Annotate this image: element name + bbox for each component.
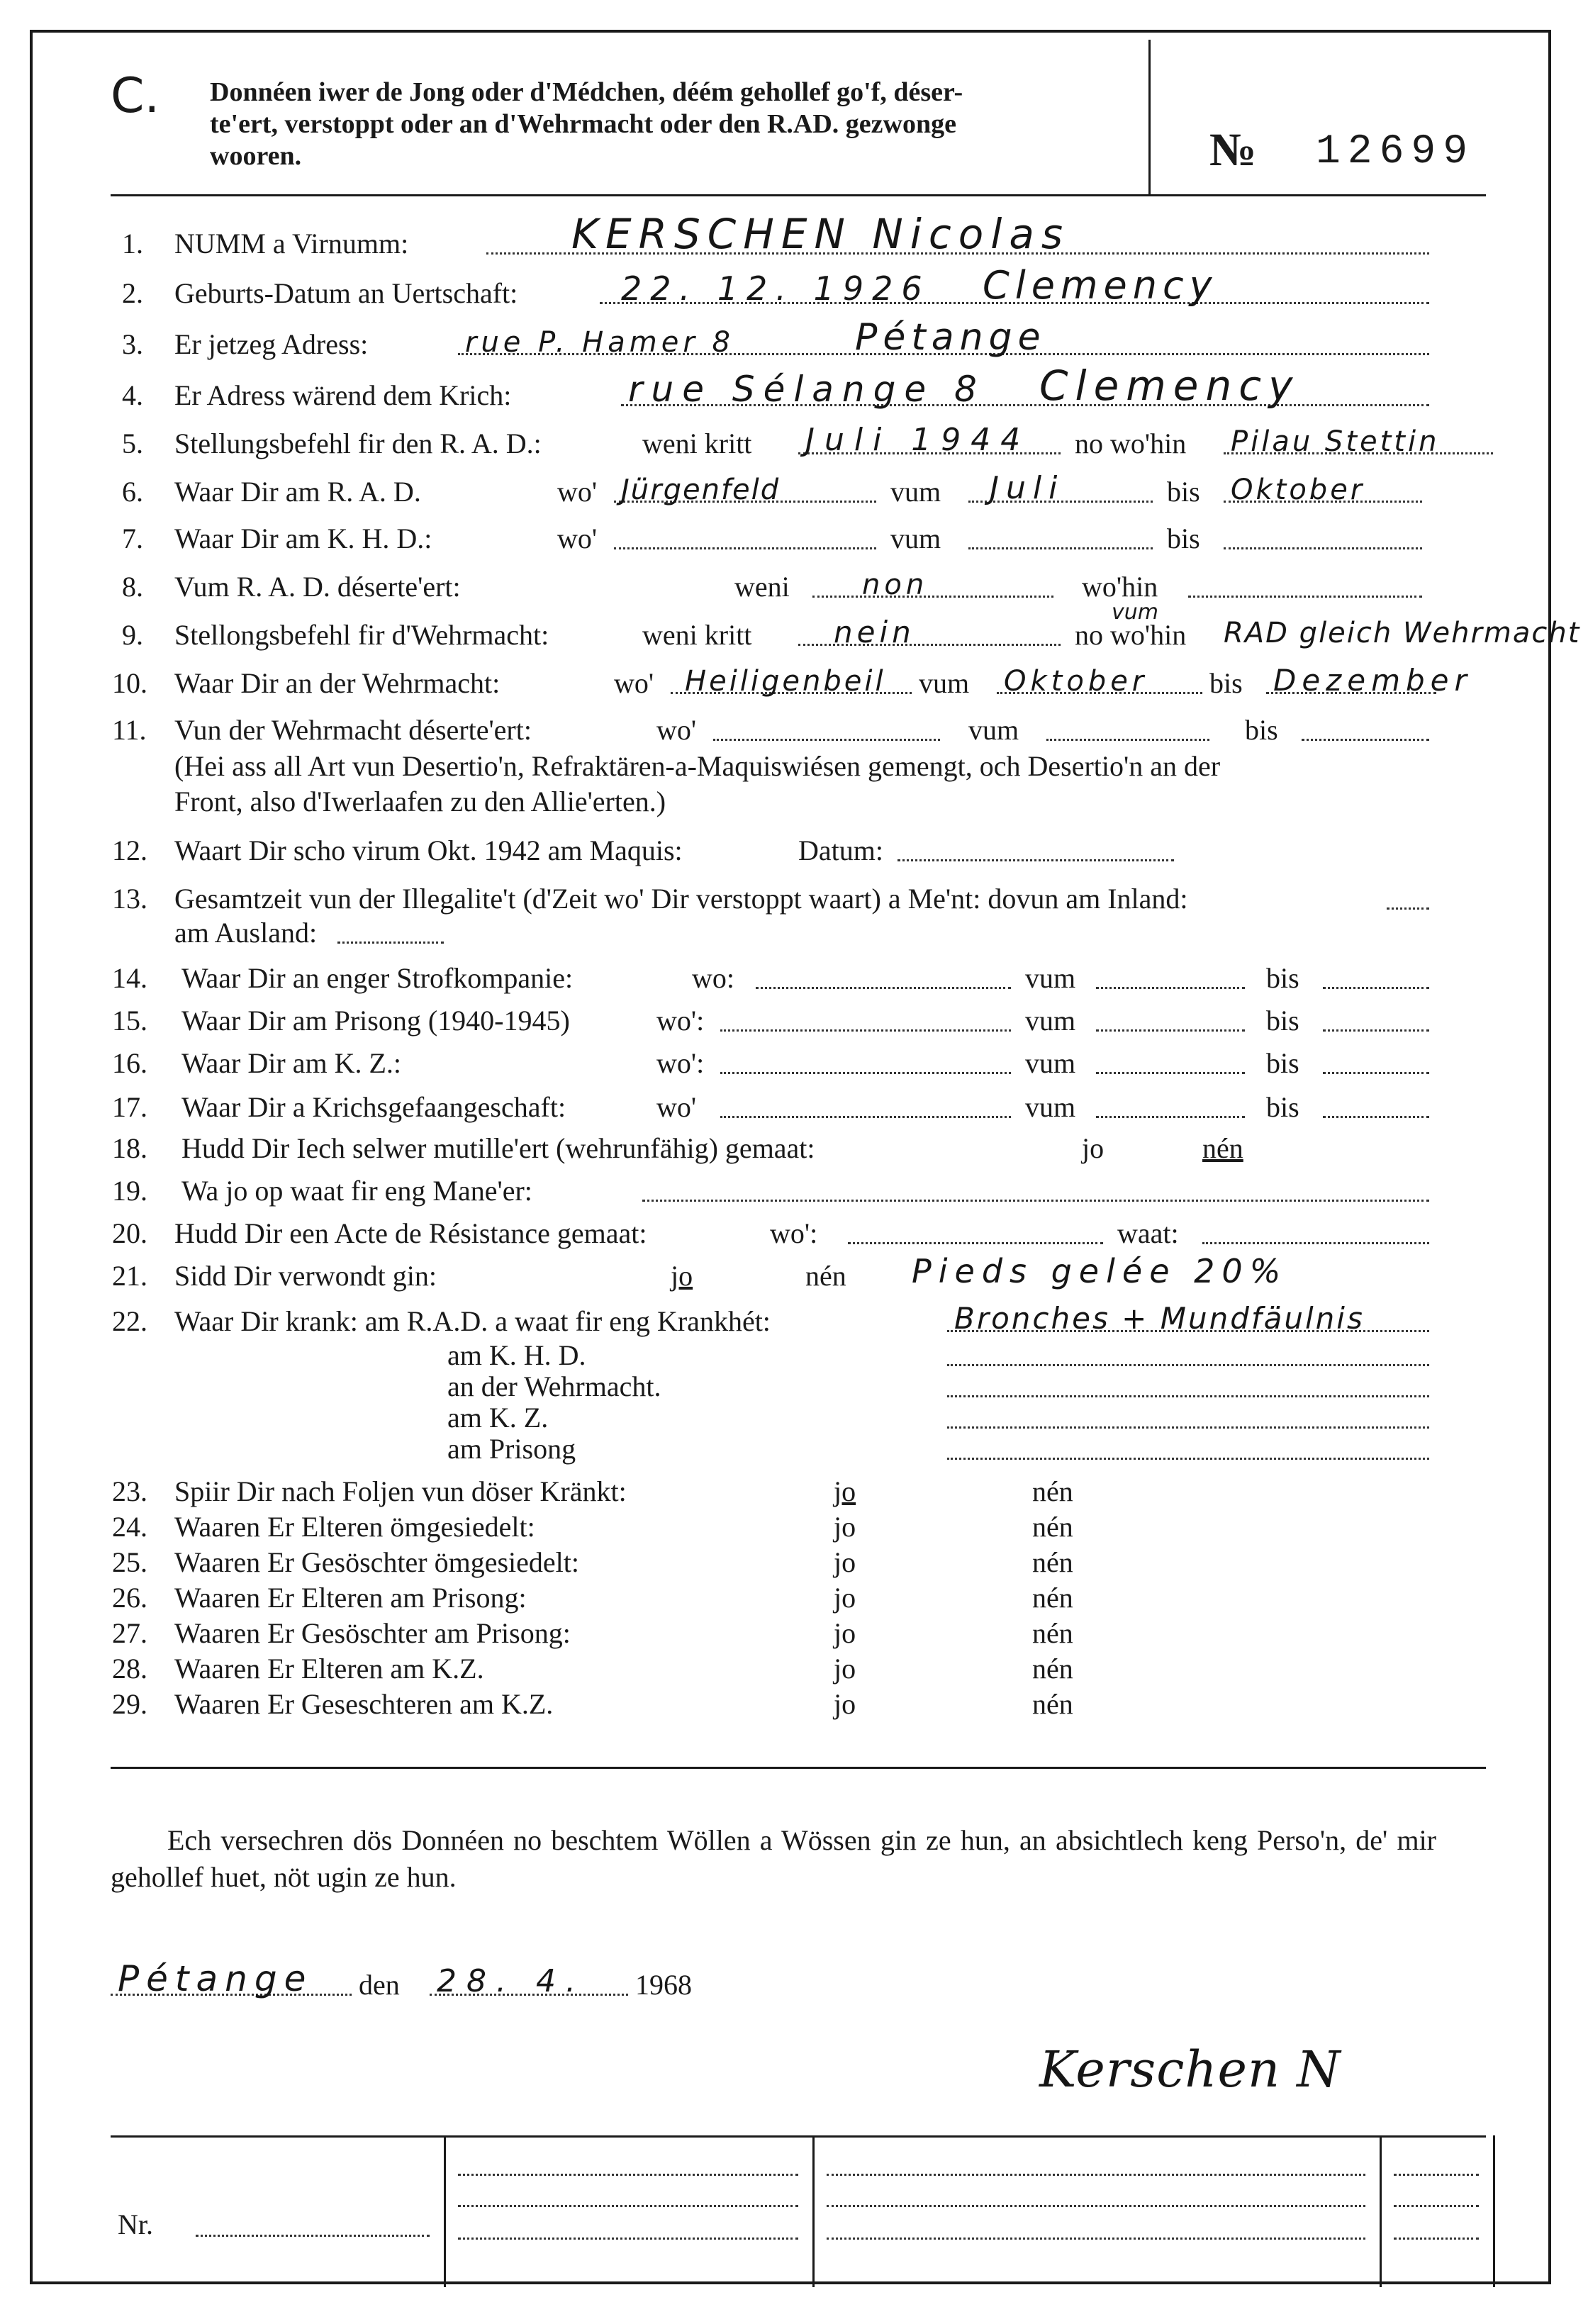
field-label: Waar Dir am Prisong (1940-1945) xyxy=(181,1005,570,1037)
wound-value: Pieds gelée 20% xyxy=(912,1252,1288,1290)
wo-label: wo' xyxy=(656,1091,697,1123)
option-nen: nén xyxy=(805,1260,846,1292)
option-jo: jo xyxy=(834,1582,856,1614)
fill-line xyxy=(1188,596,1422,598)
bis-label: bis xyxy=(1266,1091,1299,1123)
header-title-line-2: te'ert, verstoppt oder an d'Wehrmacht oder den R.AD. gezwonge xyxy=(210,109,956,139)
option-nen: nén xyxy=(1032,1582,1073,1614)
field-label: Vum R. A. D. déserte'ert: xyxy=(174,571,461,603)
fill-line xyxy=(1202,1242,1429,1244)
wo-label: wo': xyxy=(770,1217,818,1249)
wo-label: wo' xyxy=(557,523,598,554)
war-street-value: rue Sélange 8 xyxy=(628,369,985,410)
footer-fill-line xyxy=(1394,2205,1479,2207)
field-number: 11. xyxy=(112,714,147,746)
rad-desert-when-value: non xyxy=(862,569,929,601)
field-number: 1. xyxy=(122,228,143,259)
nr-fill-line xyxy=(196,2235,430,2237)
field-label: Hudd Dir een Acte de Résistance gemaat: xyxy=(174,1217,647,1249)
field-number: 6. xyxy=(122,476,143,508)
wo-label: wo' xyxy=(656,714,697,746)
fill-line xyxy=(1323,987,1429,989)
field-row-14 xyxy=(33,960,1550,997)
birth-date-value: 22. 12. 1926 xyxy=(621,269,931,308)
fill-line xyxy=(1096,987,1245,989)
fill-line xyxy=(1323,1072,1429,1074)
date-value: 28. 4. xyxy=(437,1963,586,1999)
header-title-line-1: Donnéen iwer de Jong oder d'Médchen, déém gehollef go'f, déser- xyxy=(210,77,963,107)
fill-line xyxy=(968,547,1153,549)
field-row-9 xyxy=(33,600,1581,654)
name-value: KERSCHEN Nicolas xyxy=(571,210,1070,258)
vum-label: vum xyxy=(919,667,970,699)
declaration-text: Ech versechren dös Donnéen no beschtem Wöllen a Wössen gin ze hun, an absichtlech keng Perso'n, de' mir gehollef huet, nöt ugin ze hun. xyxy=(111,1824,1436,1893)
option-jo: jo xyxy=(834,1617,856,1649)
field-label: Stellungsbefehl fir den R. A. D.: xyxy=(174,428,542,459)
bis-label: bis xyxy=(1266,962,1299,994)
option-nen-selected: nén xyxy=(1202,1132,1243,1164)
field-label: Waaren Er Elteren ömgesiedelt: xyxy=(174,1511,535,1543)
wo-label: wo' xyxy=(614,667,654,699)
fill-line xyxy=(1096,1116,1245,1118)
fill-line xyxy=(1323,1029,1429,1032)
field-number: 16. xyxy=(112,1047,147,1079)
field-number: 15. xyxy=(112,1005,147,1037)
field-number: 25. xyxy=(112,1546,147,1578)
footer-fill-line xyxy=(827,2238,1365,2240)
fill-line xyxy=(1302,739,1429,741)
vum-label: vum xyxy=(1025,1005,1076,1037)
fill-line xyxy=(947,1426,1429,1429)
field-number: 26. xyxy=(112,1582,147,1614)
bis-label: bis xyxy=(1266,1047,1299,1079)
fill-line xyxy=(642,1200,1429,1202)
field-row-10 xyxy=(33,665,1550,702)
option-nen: nén xyxy=(1032,1511,1073,1543)
field-label: Waar Dir an enger Strofkompanie: xyxy=(181,962,574,994)
field-row-25 xyxy=(33,1544,1550,1581)
fill-line xyxy=(898,859,1174,861)
field-row-22 xyxy=(33,1303,1550,1340)
option-nen: nén xyxy=(1032,1653,1073,1685)
field-row-6 xyxy=(33,470,1550,510)
field-label: Waaren Er Gesöschter ömgesiedelt: xyxy=(174,1546,579,1578)
fill-line xyxy=(812,596,1053,598)
weni-label: weni xyxy=(734,571,790,603)
field-number: 10. xyxy=(112,667,147,699)
field-row-5 xyxy=(33,422,1550,462)
form-page-frame xyxy=(30,30,1581,2284)
field-row-1 xyxy=(33,210,1550,262)
footer-fill-line xyxy=(458,2238,798,2240)
footer-fill-line xyxy=(1394,2238,1479,2240)
field-row-13 xyxy=(33,881,1550,917)
vum-label: vum xyxy=(1025,1091,1076,1123)
illness-sublabel: am Prisong xyxy=(447,1433,576,1465)
bis-label: bis xyxy=(1167,476,1200,508)
field-number: 27. xyxy=(112,1617,147,1649)
header-title xyxy=(210,77,1124,172)
number-symbol: № xyxy=(1209,124,1257,176)
option-jo: jo xyxy=(834,1511,856,1543)
field-row-2 xyxy=(33,263,1550,312)
field-label: Waar Dir an der Wehrmacht: xyxy=(174,667,501,699)
wo-label: wo': xyxy=(656,1005,705,1037)
header-rule xyxy=(111,194,1486,196)
footer-top-rule xyxy=(111,2135,1486,2138)
field-row-15 xyxy=(33,1002,1550,1039)
field-number: 12. xyxy=(112,834,147,866)
field-row-27 xyxy=(33,1615,1550,1652)
rad-to-value: Oktober xyxy=(1231,474,1365,506)
field-label: Stellongsbefehl fir d'Wehrmacht: xyxy=(174,619,549,651)
fill-line xyxy=(848,1242,1103,1244)
field-row-16 xyxy=(33,1045,1550,1082)
field-label: Spiir Dir nach Foljen vun döser Kränkt: xyxy=(174,1475,627,1507)
vum-insertion: vum xyxy=(1112,600,1158,625)
header-divider xyxy=(1148,40,1151,196)
field-row-29 xyxy=(33,1686,1550,1723)
field-row-23 xyxy=(33,1473,1550,1510)
field-label: Waar Dir a Krichsgefaangeschaft: xyxy=(181,1091,566,1123)
field-row-4 xyxy=(33,362,1550,414)
field-label: Waaren Er Elteren am Prisong: xyxy=(174,1582,527,1614)
fill-line xyxy=(614,547,876,549)
datum-label: Datum: xyxy=(798,834,883,866)
field-number: 23. xyxy=(112,1475,147,1507)
illness-value: Bronches + Mundfäulnis xyxy=(954,1301,1365,1336)
field-row-26 xyxy=(33,1580,1550,1616)
option-jo: jo xyxy=(834,1688,856,1720)
field-number: 9. xyxy=(122,619,143,651)
wo-label: wo' xyxy=(557,476,598,508)
field-number: 19. xyxy=(112,1175,147,1207)
bis-label: bis xyxy=(1209,667,1243,699)
option-jo: jo xyxy=(834,1653,856,1685)
field-row-28 xyxy=(33,1650,1550,1687)
vum-label: vum xyxy=(968,714,1019,746)
field-label: Waaren Er Gesöschter am Prisong: xyxy=(174,1617,571,1649)
header-title-line-3: wooren. xyxy=(210,141,302,171)
wehrmacht-to-value: Dezember xyxy=(1273,663,1472,698)
field-number: 4. xyxy=(122,379,143,411)
rad-order-when-value: Juli 1944 xyxy=(805,422,1031,458)
fill-line xyxy=(947,1395,1429,1397)
field-number: 17. xyxy=(112,1091,147,1123)
desertion-note xyxy=(174,749,1436,820)
field-row-12 xyxy=(33,832,1550,869)
fill-line xyxy=(1046,739,1209,741)
field-number: 20. xyxy=(112,1217,147,1249)
field-label: am Ausland: xyxy=(174,917,318,949)
field-row-19 xyxy=(33,1173,1550,1210)
wehrmacht-order-when-value: nein xyxy=(834,615,915,649)
rad-from-value: Juli xyxy=(990,470,1065,506)
field-row-13b xyxy=(33,915,1550,951)
field-label: Waar Dir am R. A. D. xyxy=(174,476,421,508)
fill-line xyxy=(947,1364,1429,1366)
field-number: 22. xyxy=(112,1305,147,1337)
footer-fill-line xyxy=(827,2174,1365,2176)
wohin-label: no wo'hin xyxy=(1075,428,1187,459)
option-nen: nén xyxy=(1032,1475,1073,1507)
fill-line xyxy=(713,739,940,741)
signature: Kerschen N xyxy=(1039,2040,1341,2099)
declaration-top-rule xyxy=(111,1767,1486,1769)
field-row-21 xyxy=(33,1252,1550,1295)
field-label: Waaren Er Geseschteren am K.Z. xyxy=(174,1688,554,1720)
field-label: Hudd Dir Iech selwer mutille'ert (wehrunfähig) gemaat: xyxy=(181,1132,815,1164)
field-label: Waart Dir scho virum Okt. 1942 am Maquis: xyxy=(174,834,683,866)
field-number: 29. xyxy=(112,1688,147,1720)
field-number: 8. xyxy=(122,571,143,603)
field-number: 21. xyxy=(112,1260,147,1292)
place-date-row xyxy=(33,1958,1550,2004)
wohin-label: wo'hin xyxy=(1082,571,1158,603)
field-number: 14. xyxy=(112,962,147,994)
place-value: Pétange xyxy=(118,1958,313,1999)
field-row-17 xyxy=(33,1089,1550,1126)
illness-sublabel: am K. H. D. xyxy=(447,1339,586,1371)
fill-line xyxy=(720,1072,1011,1074)
field-label: Sidd Dir verwondt gin: xyxy=(174,1260,437,1292)
option-jo: jo xyxy=(834,1546,856,1578)
field-row-8 xyxy=(33,569,1550,605)
field-label: Wa jo op waat fir eng Mane'er: xyxy=(181,1175,532,1207)
field-label: Er jetzeg Adress: xyxy=(174,328,369,360)
wohin-label: no wo'hin xyxy=(1075,619,1187,651)
fill-line xyxy=(337,942,444,944)
field-row-24 xyxy=(33,1509,1550,1546)
vum-label: vum xyxy=(1025,962,1076,994)
footer-divider xyxy=(812,2135,815,2287)
field-label: Waar Dir am K. H. D.: xyxy=(174,523,432,554)
desertion-note-line-1: (Hei ass all Art vun Desertio'n, Refraktären-a-Maquiswiésen gemengt, och Desertio'n an der xyxy=(174,750,1221,782)
bis-label: bis xyxy=(1266,1005,1299,1037)
year-label: 1968 xyxy=(635,1969,692,2001)
field-number: 2. xyxy=(122,277,143,309)
option-jo-selected: jo xyxy=(834,1475,856,1507)
field-label: Geburts-Datum an Uertschaft: xyxy=(174,277,518,309)
fill-line xyxy=(756,987,1011,989)
field-number: 24. xyxy=(112,1511,147,1543)
field-row-11 xyxy=(33,712,1550,749)
current-street-value: rue P. Hamer 8 xyxy=(465,326,734,359)
footer-fill-line xyxy=(458,2174,798,2176)
fill-line xyxy=(720,1029,1011,1032)
footer-fill-line xyxy=(827,2205,1365,2207)
field-row-7 xyxy=(33,520,1550,557)
den-label: den xyxy=(359,1969,400,2001)
fill-line xyxy=(1224,547,1422,549)
nr-label: Nr. xyxy=(118,2208,153,2240)
option-jo-selected: jo xyxy=(671,1260,693,1292)
footer-divider xyxy=(1493,2135,1495,2287)
field-row-18 xyxy=(33,1130,1550,1167)
bis-label: bis xyxy=(1245,714,1278,746)
current-town-value: Pétange xyxy=(855,316,1046,359)
field-number: 3. xyxy=(122,328,143,360)
form-number: 12699 xyxy=(1316,129,1475,175)
footer-fill-line xyxy=(458,2205,798,2207)
field-label: Er Adress wärend dem Krich: xyxy=(174,379,512,411)
field-label: Waaren Er Elteren am K.Z. xyxy=(174,1653,484,1685)
field-number: 18. xyxy=(112,1132,147,1164)
fill-line xyxy=(1387,907,1429,910)
vum-label: vum xyxy=(890,523,941,554)
field-number: 28. xyxy=(112,1653,147,1685)
weni-label: weni kritt xyxy=(642,428,752,459)
option-nen: nén xyxy=(1032,1617,1073,1649)
illness-sublabel: an der Wehrmacht. xyxy=(447,1370,661,1402)
birth-place-value: Clemency xyxy=(983,263,1218,308)
option-jo: jo xyxy=(1082,1132,1105,1164)
field-label: Gesamtzeit vun der Illegalite't (d'Zeit wo' Dir verstoppt waart) a Me'nt: dovun am Inland: xyxy=(174,883,1188,915)
wo-label: wo': xyxy=(656,1047,705,1079)
wehrmacht-from-value: Oktober xyxy=(1004,665,1148,698)
field-number: 7. xyxy=(122,523,143,554)
wehrmacht-where-value: Heiligenbeil xyxy=(685,665,886,698)
waat-label: waat: xyxy=(1117,1217,1179,1249)
field-label: NUMM a Virnumm: xyxy=(174,228,409,259)
footer-divider xyxy=(444,2135,446,2287)
weni-label: weni kritt xyxy=(642,619,752,651)
illness-sub-row-prisong xyxy=(33,1431,1550,1468)
rad-where-value: Jürgenfeld xyxy=(621,474,781,506)
field-row-3 xyxy=(33,316,1550,363)
section-letter: C. xyxy=(111,68,160,124)
footer-fill-line xyxy=(1394,2174,1479,2176)
desertion-note-line-2: Front, also d'Iwerlaafen zu den Allie'erten.) xyxy=(174,786,666,817)
footer-divider xyxy=(1380,2135,1382,2287)
field-label: Waar Dir krank: am R.A.D. a waat fir eng Krankhét: xyxy=(174,1305,771,1337)
fill-line xyxy=(1323,1116,1429,1118)
vum-label: vum xyxy=(1025,1047,1076,1079)
fill-line xyxy=(1096,1072,1245,1074)
fill-line xyxy=(1096,1029,1245,1032)
illness-sublabel: am K. Z. xyxy=(447,1402,549,1434)
wo-label: wo: xyxy=(692,962,734,994)
field-number: 5. xyxy=(122,428,143,459)
field-label: Waar Dir am K. Z.: xyxy=(181,1047,401,1079)
rad-order-where-value: Pilau Stettin xyxy=(1231,425,1440,458)
war-town-value: Clemency xyxy=(1039,362,1300,410)
field-number: 13. xyxy=(112,883,147,915)
fill-line xyxy=(720,1116,1011,1118)
bis-label: bis xyxy=(1167,523,1200,554)
field-row-20 xyxy=(33,1215,1550,1252)
option-nen: nén xyxy=(1032,1688,1073,1720)
field-label: Vun der Wehrmacht déserte'ert: xyxy=(174,714,532,746)
fill-line xyxy=(947,1458,1429,1460)
vum-label: vum xyxy=(890,476,941,508)
wehrmacht-order-where-value: RAD gleich Wehrmacht xyxy=(1224,617,1581,649)
option-nen: nén xyxy=(1032,1546,1073,1578)
